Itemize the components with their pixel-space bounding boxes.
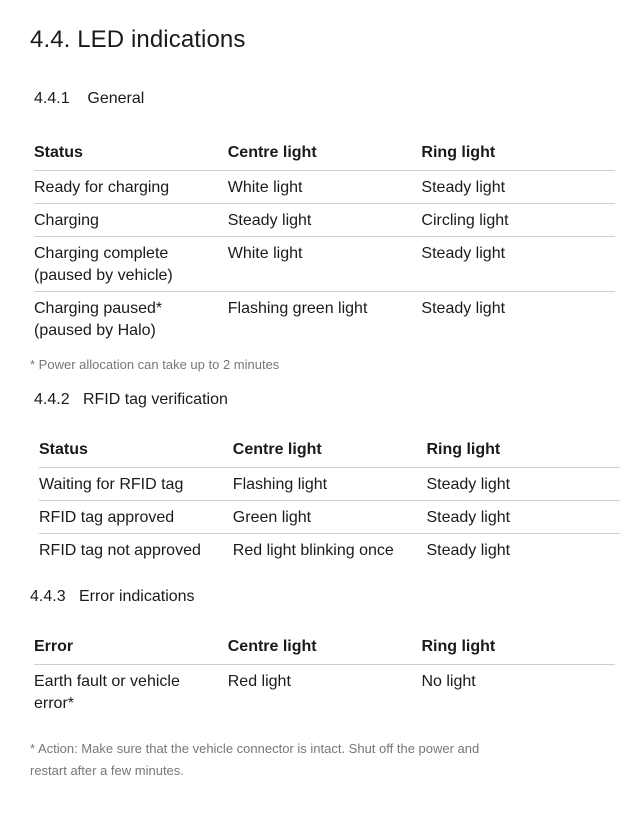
table-cell: Steady light (421, 178, 506, 196)
general-table (34, 138, 615, 346)
column-header: Ring light (421, 638, 496, 655)
table-row (39, 467, 620, 500)
table-row (39, 500, 620, 533)
table-cell: Steady light (426, 475, 511, 493)
table-cell: No light (421, 672, 476, 690)
table-cell: Steady light (421, 299, 506, 317)
table-cell: Red light blinking once (232, 541, 394, 559)
column-header: Centre light (227, 638, 317, 655)
table-row (34, 236, 615, 291)
table-cell: White light (227, 178, 303, 196)
table-cell: Charging complete (paused by vehicle) (34, 244, 173, 284)
section-rfid-heading (34, 391, 228, 409)
section-number: 4.4.3 (30, 588, 66, 605)
table-cell: Flashing green light (227, 299, 368, 317)
section-errors-heading (30, 588, 195, 606)
table-cell: Red light (227, 672, 291, 690)
table-row (39, 533, 620, 566)
table-cell: RFID tag approved (39, 508, 175, 526)
section-general-heading (34, 90, 144, 108)
column-header: Status (34, 144, 83, 161)
table-cell: Flashing light (232, 475, 328, 493)
table-cell: Charging (34, 211, 99, 229)
table-cell: Steady light (227, 211, 312, 229)
column-header: Status (39, 441, 88, 458)
footnote-line: * Action: Make sure that the vehicle connector is intact. Shut off the power and (30, 741, 480, 756)
column-header: Centre light (232, 441, 322, 458)
column-header: Ring light (421, 144, 496, 161)
errors-table (34, 632, 615, 719)
footnote-line: restart after a few minutes. (30, 763, 184, 778)
rfid-table (39, 435, 620, 566)
section-title: RFID tag verification (82, 391, 228, 408)
general-footnote: * Power allocation can take up to 2 minutes (30, 357, 280, 372)
table-row (34, 203, 615, 236)
table-cell: Charging paused* (paused by Halo) (34, 299, 163, 339)
table-cell: RFID tag not approved (39, 541, 201, 559)
page-title: 4.4. LED indications (30, 26, 246, 53)
table-cell: Steady light (426, 508, 511, 526)
table-cell: Waiting for RFID tag (39, 475, 184, 493)
column-header: Ring light (426, 441, 501, 458)
table-header-row (34, 632, 615, 664)
section-number: 4.4.2 (34, 391, 70, 408)
table-cell: Steady light (421, 244, 506, 262)
table-cell: White light (227, 244, 303, 262)
section-title: General (87, 90, 145, 107)
table-cell: Green light (232, 508, 312, 526)
table-row (34, 291, 615, 346)
table-cell: Earth fault or vehicle error* (34, 672, 180, 712)
errors-footnote (30, 738, 479, 782)
column-header: Centre light (227, 144, 317, 161)
table-row (34, 664, 615, 719)
column-header: Error (34, 638, 74, 655)
table-header-row (39, 435, 620, 467)
section-title: Error indications (78, 588, 195, 605)
section-number: 4.4.1 (34, 90, 70, 107)
table-cell: Circling light (421, 211, 509, 229)
table-cell: Steady light (426, 541, 511, 559)
table-row (34, 170, 615, 203)
table-cell: Ready for charging (34, 178, 170, 196)
table-header-row (34, 138, 615, 170)
